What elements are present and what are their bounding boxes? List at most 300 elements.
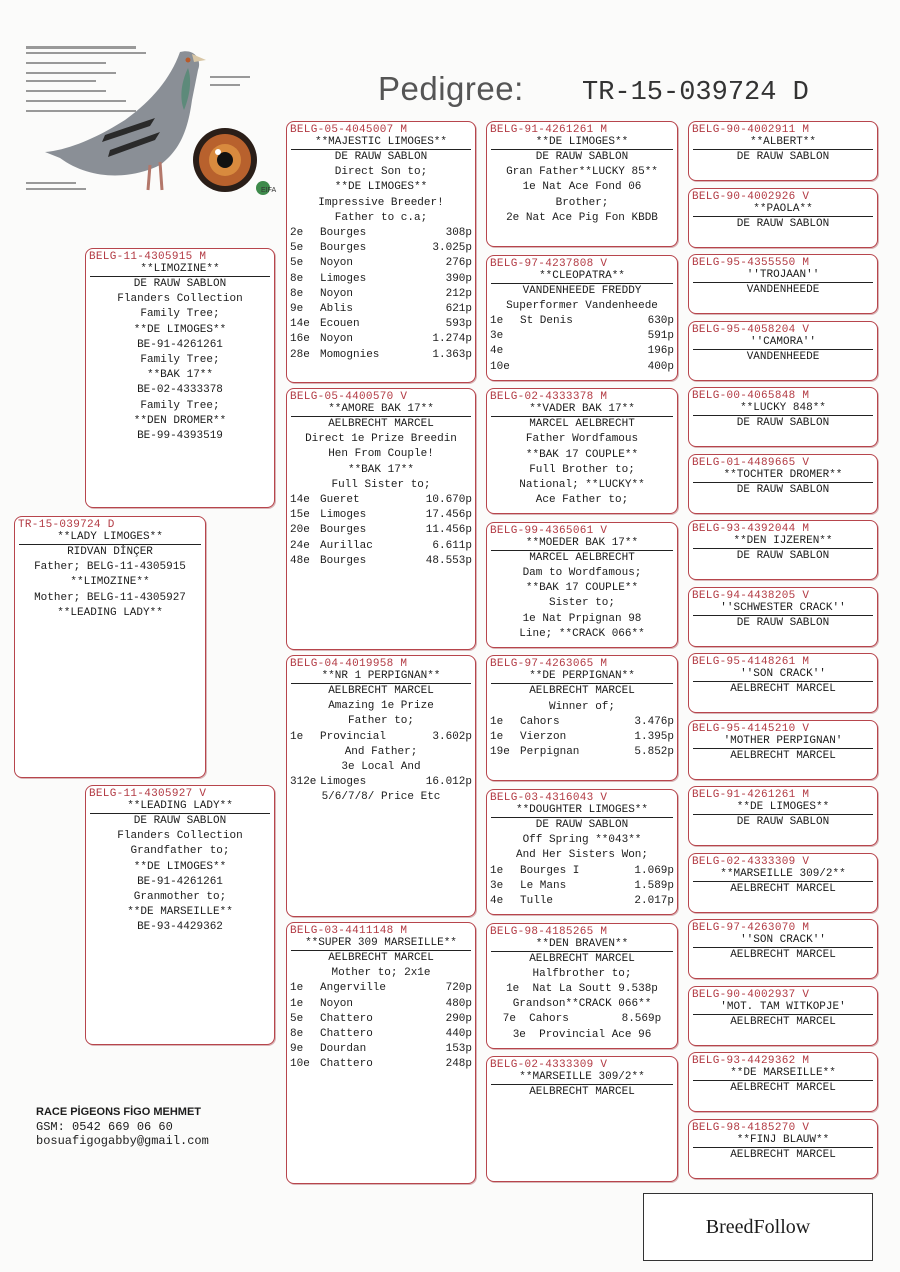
result-race: Momognies xyxy=(320,348,380,361)
result-race: Dourdan xyxy=(320,1043,367,1056)
pigeon-name: **DE MARSEILLE** xyxy=(693,1067,873,1081)
result-row xyxy=(487,879,677,894)
result-row xyxy=(487,314,677,329)
info-line: 1e Nat Prpignan 98 xyxy=(522,612,642,625)
result-row xyxy=(287,523,475,538)
result-race: Limoges xyxy=(320,509,367,522)
info-line: Granmother to; xyxy=(133,891,227,904)
info-line: Hen From Couple! xyxy=(328,448,434,461)
info-line: Direct Son to; xyxy=(334,166,428,179)
result-count: 1.589p xyxy=(634,879,674,892)
result-count: 16.012p xyxy=(425,776,472,789)
ring-number: BELG-02-4333309 V xyxy=(490,1059,608,1072)
ring-number: BELG-05-4400570 V xyxy=(290,391,408,403)
great-grandparent-card xyxy=(486,923,678,1049)
info-line: AELBRECHT MARCEL xyxy=(730,949,836,961)
info-line: Family Tree; xyxy=(140,308,220,321)
great-grandparent-card xyxy=(486,121,678,247)
grandparent-card xyxy=(286,388,476,650)
result-race: Bourges xyxy=(320,524,367,537)
info-line: AELBRECHT MARCEL xyxy=(529,685,635,698)
ancestor-card xyxy=(688,587,878,647)
pigeon-name: **DE LIMOGES** xyxy=(693,801,873,815)
ring-number: BELG-91-4261261 M xyxy=(490,124,608,136)
ring-number: TR-15-039724 D xyxy=(18,519,115,531)
breeder-phone: GSM: 0542 669 06 60 xyxy=(36,1120,173,1134)
info-line: **BAK 17** xyxy=(146,369,213,382)
info-line: AELBRECHT MARCEL xyxy=(730,1148,836,1161)
info-line: 3e Provincial Ace 96 xyxy=(512,1028,652,1041)
ring-number: BELG-02-4333378 M xyxy=(490,391,608,404)
ring-number: BELG-91-4261261 M xyxy=(692,789,810,801)
ring-number: BELG-98-4185270 V xyxy=(692,1121,810,1134)
grandparent-card xyxy=(286,121,476,383)
result-row xyxy=(287,730,475,745)
info-line: DE RAUW SABLON xyxy=(133,815,227,827)
info-line: Impressive Breeder! xyxy=(318,196,444,209)
result-race xyxy=(520,329,604,344)
result-race: Limoges xyxy=(320,272,367,285)
info-line: Superformer Vandenheede xyxy=(506,299,658,312)
result-race: Noyon xyxy=(320,333,354,346)
result-count: 6.611p xyxy=(432,539,472,552)
result-place: 312e xyxy=(290,776,317,789)
pigeon-name: **PAOLA** xyxy=(693,203,873,217)
info-line: BE-91-4261261 xyxy=(137,875,223,888)
result-row xyxy=(287,332,475,347)
info-line: **BAK 17 COUPLE** xyxy=(525,582,639,595)
ring-number: BELG-98-4185265 M xyxy=(490,925,608,938)
result-race: Ablis xyxy=(320,303,354,316)
result-race xyxy=(520,344,604,359)
result-race: Bourges xyxy=(320,242,367,255)
subject-card xyxy=(14,516,206,778)
result-count: 400p xyxy=(647,360,674,373)
dam-card xyxy=(85,785,275,1045)
info-line: **DE LIMOGES** xyxy=(334,181,428,194)
result-race: Bourges xyxy=(320,554,367,567)
info-line: AELBRECHT MARCEL xyxy=(328,418,434,430)
ring-number: BELG-94-4438205 V xyxy=(692,589,810,602)
result-place: 1e xyxy=(290,982,304,995)
ring-number: BELG-11-4305927 V xyxy=(89,788,207,800)
result-count: 17.456p xyxy=(425,509,472,522)
result-row xyxy=(487,730,677,745)
pigeon-name: **CLEOPATRA** xyxy=(491,270,673,284)
pigeon-name: 'MOT. TAM WITKOPJE' xyxy=(693,1001,873,1015)
info-line: **LEADING LADY** xyxy=(57,606,163,619)
ancestor-card xyxy=(688,121,878,181)
info-line: VANDENHEEDE FREDDY xyxy=(522,284,642,297)
result-row xyxy=(287,493,475,508)
result-count: 1.274p xyxy=(432,333,472,346)
result-place: 10e xyxy=(490,360,510,373)
result-row xyxy=(287,1012,475,1027)
ring-number: BELG-95-4148261 M xyxy=(692,656,810,668)
result-place: 1e xyxy=(490,864,504,877)
info-line: Father Wordfamous xyxy=(525,433,639,446)
result-race: Bourges I xyxy=(520,864,580,877)
result-race: Le Mans xyxy=(520,879,567,892)
breeder-name: RACE PİGEONS FİGO MEHMET xyxy=(36,1106,202,1118)
result-count: 1.395p xyxy=(634,731,674,743)
result-count: 196p xyxy=(647,345,674,358)
info-line: Gran Father**LUCKY 85** xyxy=(506,166,658,179)
pigeon-name: ''CAMORA'' xyxy=(693,336,873,350)
result-race: Chattero xyxy=(320,1028,373,1041)
result-race: Perpignan xyxy=(520,746,580,759)
info-line: **BAK 17 COUPLE** xyxy=(525,448,639,461)
info-line: And Her Sisters Won; xyxy=(515,849,649,862)
pigeon-name: **LIMOZINE** xyxy=(90,263,270,277)
info-line: DE RAUW SABLON xyxy=(535,819,629,831)
result-count: 3.602p xyxy=(432,730,472,743)
result-row xyxy=(487,715,677,730)
info-line: Father to c.a; xyxy=(334,211,428,224)
brand-text: BreedFollow xyxy=(705,1215,811,1238)
pigeon-name: **MOEDER BAK 17** xyxy=(491,537,673,551)
info-line: Amazing 1e Prize xyxy=(328,700,434,713)
info-line: Brother; xyxy=(555,196,609,209)
breeder-info xyxy=(36,1106,209,1148)
result-race: Tulle xyxy=(520,895,554,908)
info-line: Full Sister to; xyxy=(331,478,431,491)
info-line: **DE LIMOGES** xyxy=(133,323,227,336)
result-race: Noyon xyxy=(320,997,354,1010)
result-place: 4e xyxy=(490,895,504,908)
info-line: Father; BELG-11-4305915 xyxy=(34,561,186,574)
result-count: 480p xyxy=(445,997,472,1010)
pigeon-name: **AMORE BAK 17** xyxy=(291,403,471,417)
logo-area xyxy=(20,40,280,210)
info-line: DE RAUW SABLON xyxy=(736,217,830,230)
info-line: DE RAUW SABLON xyxy=(736,417,830,429)
info-line: **DE LIMOGES** xyxy=(133,860,227,873)
ring-number: BELG-03-4316043 V xyxy=(490,792,608,804)
info-line: Sister to; xyxy=(548,597,615,610)
info-line: Winner of; xyxy=(548,700,615,713)
info-line: Dam to Wordfamous; xyxy=(522,567,642,579)
info-line: DE RAUW SABLON xyxy=(736,616,830,629)
grandparent-card xyxy=(286,655,476,917)
pigeon-name: **DE PERPIGNAN** xyxy=(491,670,673,684)
result-row xyxy=(287,302,475,317)
result-row xyxy=(287,1057,475,1072)
info-line: Line; **CRACK 066** xyxy=(519,627,645,640)
result-place: 1e xyxy=(490,715,504,728)
info-line: AELBRECHT MARCEL xyxy=(328,952,434,964)
ring-number: BELG-99-4365061 V xyxy=(490,524,608,537)
info-line: VANDENHEEDE xyxy=(746,350,820,363)
ring-number: BELG-04-4019958 M xyxy=(290,658,408,670)
result-count: 630p xyxy=(647,315,674,327)
result-count: 48.553p xyxy=(425,554,472,567)
result-race: Limoges xyxy=(320,776,367,789)
result-place: 19e xyxy=(490,746,510,759)
info-line: And Father; xyxy=(344,745,418,758)
info-line: BE-91-4261261 xyxy=(137,338,223,351)
ring-number: BELG-90-4002937 V xyxy=(692,988,810,1001)
pigeon-name: **FINJ BLAUW** xyxy=(693,1134,873,1148)
result-place: 10e xyxy=(290,1058,310,1071)
ancestor-card xyxy=(688,986,878,1046)
ring-number: BELG-97-4237808 V xyxy=(490,257,608,270)
ring-number: BELG-95-4355550 M xyxy=(692,257,810,269)
pigeon-name: **DOUGHTER LIMOGES** xyxy=(491,804,673,818)
result-row xyxy=(287,241,475,256)
result-place: 24e xyxy=(290,539,310,552)
info-line: Family Tree; xyxy=(140,399,220,412)
pigeon-name: ''SCHWESTER CRACK'' xyxy=(693,602,873,616)
result-place: 14e xyxy=(290,494,310,507)
result-count: 308p xyxy=(445,227,472,240)
subject-ring-header: TR-15-039724 D xyxy=(582,78,809,108)
result-place: 3e xyxy=(490,879,504,892)
result-row xyxy=(287,272,475,287)
info-line: DE RAUW SABLON xyxy=(736,483,830,496)
result-place: 5e xyxy=(290,257,304,270)
result-place: 3e xyxy=(490,330,504,343)
result-row xyxy=(287,554,475,569)
info-line: Mother; BELG-11-4305927 xyxy=(34,591,186,604)
result-count: 390p xyxy=(445,272,472,285)
result-race: Gueret xyxy=(320,494,360,507)
ring-number: BELG-97-4263070 M xyxy=(692,922,810,934)
result-race: Angerville xyxy=(320,982,387,995)
result-row xyxy=(287,981,475,996)
info-line: AELBRECHT MARCEL xyxy=(328,685,434,697)
sire-card xyxy=(85,248,275,508)
result-count: 3.025p xyxy=(432,242,472,255)
result-race: Chattero xyxy=(320,1012,373,1025)
pigeon-name: 'MOTHER PERPIGNAN' xyxy=(693,735,873,749)
grandparent-card xyxy=(286,922,476,1184)
pigeon-name: **DE LIMOGES** xyxy=(491,136,673,150)
result-race: Ecouen xyxy=(320,318,360,331)
pigeon-name: **MARSEILLE 309/2** xyxy=(693,868,873,882)
info-line: AELBRECHT MARCEL xyxy=(730,1082,836,1094)
info-line: DE RAUW SABLON xyxy=(334,151,428,163)
result-place: 2e xyxy=(290,227,304,240)
info-line: AELBRECHT MARCEL xyxy=(730,1015,836,1028)
result-count: 1.363p xyxy=(432,348,472,361)
result-row xyxy=(487,745,677,760)
info-line: Grandson**CRACK 066** xyxy=(512,998,652,1011)
info-line: 2e Nat Ace Pig Fon KBDB xyxy=(506,211,658,224)
ring-number: BELG-03-4411148 M xyxy=(290,925,408,937)
result-count: 11.456p xyxy=(425,524,472,537)
result-race: Noyon xyxy=(320,287,354,300)
info-line: 3e Local And xyxy=(341,761,421,774)
result-race: Chattero xyxy=(320,1058,373,1071)
info-line: DE RAUW SABLON xyxy=(736,151,830,163)
great-grandparent-card xyxy=(486,522,678,648)
ancestor-card xyxy=(688,1052,878,1112)
result-count: 720p xyxy=(445,982,472,995)
info-line: Family Tree; xyxy=(140,354,220,367)
info-line: Mother to; 2x1e xyxy=(331,967,431,980)
result-place: 1e xyxy=(290,997,304,1010)
ring-number: BELG-95-4058204 V xyxy=(692,323,810,336)
result-place: 8e xyxy=(290,287,304,300)
ring-number: BELG-93-4429362 M xyxy=(692,1055,810,1067)
result-place: 8e xyxy=(290,272,304,285)
info-line: Ace Father to; xyxy=(535,494,629,507)
ancestor-card xyxy=(688,919,878,979)
info-line: DE RAUW SABLON xyxy=(736,816,830,828)
info-line: BE-93-4429362 xyxy=(137,921,223,934)
result-place: 4e xyxy=(490,345,504,358)
great-grandparent-card xyxy=(486,789,678,915)
info-line: Flanders Collection xyxy=(117,293,243,306)
pigeon-name: **DEN IJZEREN** xyxy=(693,535,873,549)
pigeon-name: **LEADING LADY** xyxy=(90,800,270,814)
great-grandparent-card xyxy=(486,1056,678,1182)
info-line: Grandfather to; xyxy=(130,845,230,858)
result-count: 440p xyxy=(445,1028,472,1041)
pigeon-name: ''SON CRACK'' xyxy=(693,668,873,682)
info-line: DE RAUW SABLON xyxy=(133,278,227,290)
ancestor-card xyxy=(688,1119,878,1179)
ancestor-card xyxy=(688,387,878,447)
info-line: **DEN DROMER** xyxy=(133,414,227,427)
pigeon-name: ''TROJAAN'' xyxy=(693,269,873,283)
ring-number: BELG-95-4145210 V xyxy=(692,722,810,735)
result-race: Vierzon xyxy=(520,731,567,743)
result-race: Bourges xyxy=(320,227,367,240)
ancestor-card xyxy=(688,454,878,514)
result-row xyxy=(287,1027,475,1042)
result-row xyxy=(487,864,677,879)
great-grandparent-card xyxy=(486,388,678,514)
info-line: 1e Nat La Soutt 9.538p xyxy=(506,983,658,995)
result-count: 5.852p xyxy=(634,746,674,759)
ancestor-card xyxy=(688,520,878,580)
brand-box xyxy=(643,1193,873,1261)
result-row xyxy=(287,287,475,302)
info-line: BE-02-4333378 xyxy=(137,384,223,397)
result-race: Noyon xyxy=(320,257,354,270)
info-line: VANDENHEEDE xyxy=(746,284,820,296)
result-count: 212p xyxy=(445,287,472,300)
info-line: **DE MARSEILLE** xyxy=(127,906,233,919)
ancestor-card xyxy=(688,853,878,913)
info-line: 5/6/7/8/ Price Etc xyxy=(321,791,441,804)
result-count: 153p xyxy=(445,1043,472,1056)
info-line: Direct 1e Prize Breedin xyxy=(305,433,457,446)
result-place: 20e xyxy=(290,524,310,537)
result-row xyxy=(287,348,475,363)
pigeon-name: **VADER BAK 17** xyxy=(491,403,673,417)
result-row xyxy=(487,344,677,359)
info-line: Father to; xyxy=(347,715,414,728)
result-race xyxy=(520,360,604,375)
breeder-email: bosuafigogabby@gmail.com xyxy=(36,1134,209,1148)
info-line: BE-99-4393519 xyxy=(137,430,223,443)
result-row xyxy=(487,360,677,375)
ring-number: BELG-90-4002911 M xyxy=(692,124,810,136)
result-row xyxy=(287,508,475,523)
info-line: Off Spring **043** xyxy=(522,834,642,847)
great-grandparent-card xyxy=(486,255,678,381)
result-count: 276p xyxy=(445,257,472,270)
info-line: Halfbrother to; xyxy=(532,967,632,980)
ancestor-card xyxy=(688,720,878,780)
ring-number: BELG-05-4045007 M xyxy=(290,124,408,136)
info-line: DE RAUW SABLON xyxy=(535,151,629,163)
info-line: MARCEL AELBRECHT xyxy=(529,418,635,431)
result-place: 1e xyxy=(290,730,304,743)
pigeon-name: **NR 1 PERPIGNAN** xyxy=(291,670,471,684)
ancestor-card xyxy=(688,321,878,381)
info-line: AELBRECHT MARCEL xyxy=(529,1086,635,1099)
info-line: RIDVAN DİNÇER xyxy=(67,546,153,558)
result-row xyxy=(287,1042,475,1057)
info-line: Full Brother to; xyxy=(529,463,635,476)
result-race: Aurillac xyxy=(320,539,373,552)
result-row xyxy=(287,997,475,1012)
result-row xyxy=(287,256,475,271)
ancestor-card xyxy=(688,786,878,846)
result-place: 15e xyxy=(290,509,310,522)
ring-number: BELG-00-4065848 M xyxy=(692,390,810,402)
ancestor-card xyxy=(688,653,878,713)
result-count: 290p xyxy=(445,1012,472,1025)
result-count: 3.476p xyxy=(634,715,674,728)
result-count: 591p xyxy=(647,330,674,343)
info-line: MARCEL AELBRECHT xyxy=(529,551,635,564)
result-count: 593p xyxy=(445,318,472,331)
result-place: 1e xyxy=(490,315,504,327)
result-place: 48e xyxy=(290,554,310,567)
result-row xyxy=(287,775,475,790)
result-place: 16e xyxy=(290,333,310,346)
info-line: **LIMOZINE** xyxy=(70,576,150,589)
pigeon-name: **LADY LIMOGES** xyxy=(19,531,201,545)
info-line: 7e Cahors 8.569p xyxy=(502,1013,662,1026)
result-row xyxy=(287,539,475,554)
result-place: 8e xyxy=(290,1028,304,1041)
ring-number: BELG-11-4305915 M xyxy=(89,251,207,263)
ring-number: BELG-01-4489665 V xyxy=(692,456,810,469)
ring-number: BELG-93-4392044 M xyxy=(692,523,810,535)
info-line: 1e Nat Ace Fond 06 xyxy=(522,181,642,194)
info-line: AELBRECHT MARCEL xyxy=(529,952,635,965)
result-race: Cahors xyxy=(520,715,560,728)
result-row xyxy=(487,894,677,909)
result-count: 10.670p xyxy=(425,494,472,507)
ring-number: BELG-97-4263065 M xyxy=(490,658,608,671)
pigeon-name: **ALBERT** xyxy=(693,136,873,150)
info-line: DE RAUW SABLON xyxy=(736,550,830,562)
info-line: Flanders Collection xyxy=(117,830,243,843)
info-line: AELBRECHT MARCEL xyxy=(730,882,836,895)
result-place: 28e xyxy=(290,348,310,361)
info-line: AELBRECHT MARCEL xyxy=(730,749,836,762)
result-count: 2.017p xyxy=(634,895,674,908)
result-place: 9e xyxy=(290,1043,304,1056)
result-count: 1.069p xyxy=(634,864,674,877)
info-line: AELBRECHT MARCEL xyxy=(730,683,836,695)
pigeon-name: **LUCKY 848** xyxy=(693,402,873,416)
pigeon-photo xyxy=(20,40,280,210)
result-place: 5e xyxy=(290,1012,304,1025)
result-race: St Denis xyxy=(520,315,573,327)
great-grandparent-card xyxy=(486,655,678,781)
pigeon-name: **DEN BRAVEN** xyxy=(491,938,673,952)
logo-text: EIFA xyxy=(261,187,277,194)
result-row xyxy=(487,329,677,344)
